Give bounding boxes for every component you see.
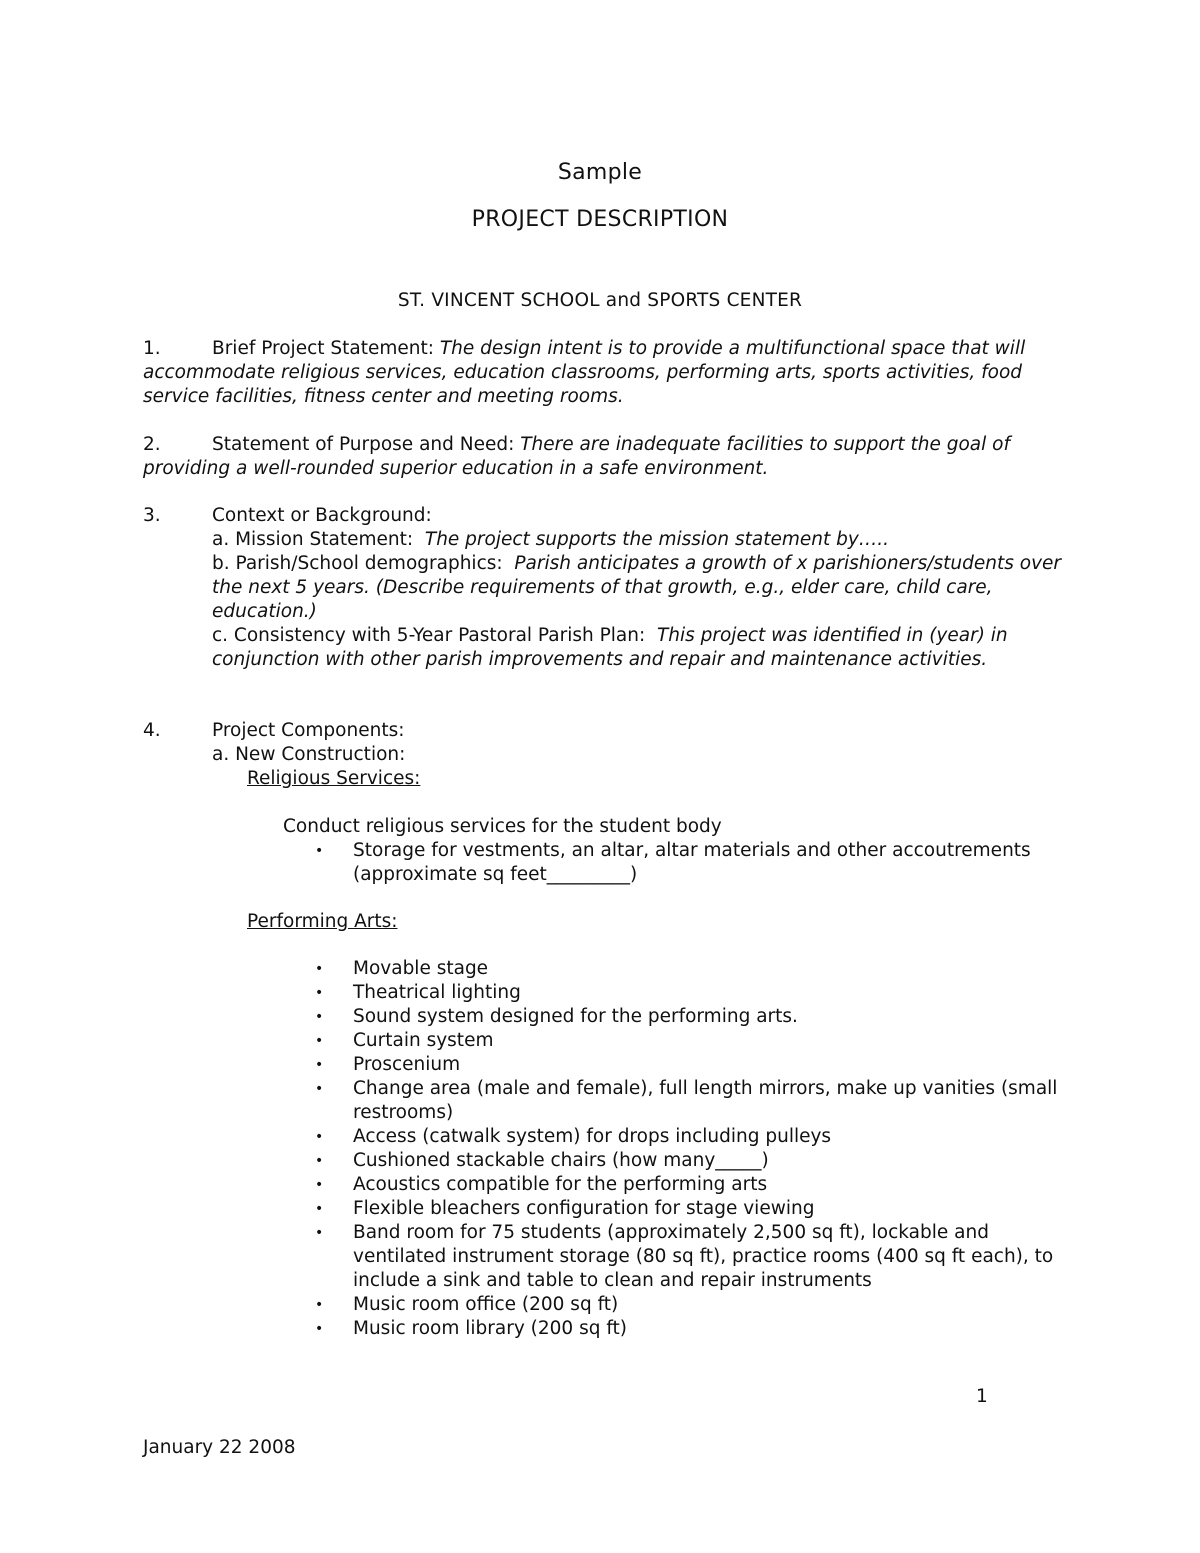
section-3a-text: The project supports the mission statement by….. [424,529,890,550]
list-item: • Theatrical lighting [315,981,1075,1005]
section-3-label: Context or Background: [212,505,432,526]
section-4a-label: a. New Construction: [212,744,406,765]
list-item: • Sound system designed for the performing arts. [315,1005,1075,1029]
list-item: • Movable stage [315,957,1075,981]
section-3a-label: a. Mission Statement: [212,529,414,550]
section-2-number: 2. [143,434,161,455]
list-item: • Cushioned stackable chairs (how many_____) [315,1149,1075,1173]
section-3-number: 3. [143,505,161,526]
religious-services-intro: Conduct religious services for the student body [283,816,722,837]
section-3c-text: This project was identified in (year) in conjunction with other parish improvements and repair and maintenance activities. [212,625,1008,670]
section-2 [143,433,1058,481]
page-number: 1 [976,1386,988,1407]
list-item: • Acoustics compatible for the performing arts [315,1173,1075,1197]
section-3 [143,504,1058,528]
doc-title: Sample [557,160,643,185]
section-3a [212,528,1062,552]
section-1-label: Brief Project Statement: [212,338,434,359]
section-3c-label: c. Consistency with 5-Year Pastoral Parish Plan: [212,625,646,646]
doc-subtitle: PROJECT DESCRIPTION [471,207,729,232]
performing-arts-heading: Performing Arts: [247,911,398,932]
section-2-label: Statement of Purpose and Need: [212,434,515,455]
section-3b-text: Parish anticipates a growth of x parishioners/students over the next 5 years. (Describe requirements of that growth, e.g., elder care, child care, education.) [212,553,1062,622]
list-item: • Proscenium [315,1053,1075,1077]
section-3b-label: b. Parish/School demographics: [212,553,503,574]
section-1 [143,337,1058,409]
school-name: ST. VINCENT SCHOOL and SPORTS CENTER [397,290,803,311]
list-item: • Access (catwalk system) for drops including pulleys [315,1125,1075,1149]
section-4-label: Project Components: [212,720,405,741]
section-3c [212,624,1062,672]
section-3b [212,552,1062,624]
performing-arts-list [315,957,1075,1341]
list-item: • Storage for vestments, an altar, altar materials and other accoutrements (approximate sq feet_________) [315,839,1075,887]
list-item: • Change area (male and female), full length mirrors, make up vanities (small restrooms) [315,1077,1075,1125]
religious-services-list [315,839,1075,887]
section-2-text: There are inadequate facilities to support the goal of providing a well-rounded superior education in a safe environment. [143,434,1010,479]
list-item: • Music room library (200 sq ft) [315,1317,1075,1341]
section-1-text: The design intent is to provide a multifunctional space that will accommodate religious services, education classrooms, performing arts, sports activities, food service facilities, fitness center and meeting rooms. [143,338,1026,407]
section-4-number: 4. [143,720,161,741]
religious-services-heading: Religious Services: [247,768,421,789]
list-item: • Band room for 75 students (approximately 2,500 sq ft), lockable and ventilated instrument storage (80 sq ft), practice rooms (400 sq ft each), to include a sink and table to clean and repair instruments [315,1221,1075,1293]
section-1-number: 1. [143,338,161,359]
list-item: • Music room office (200 sq ft) [315,1293,1075,1317]
list-item: • Curtain system [315,1029,1075,1053]
list-item: • Flexible bleachers configuration for stage viewing [315,1197,1075,1221]
section-4 [143,719,1058,743]
footer-date: January 22 2008 [143,1437,296,1458]
